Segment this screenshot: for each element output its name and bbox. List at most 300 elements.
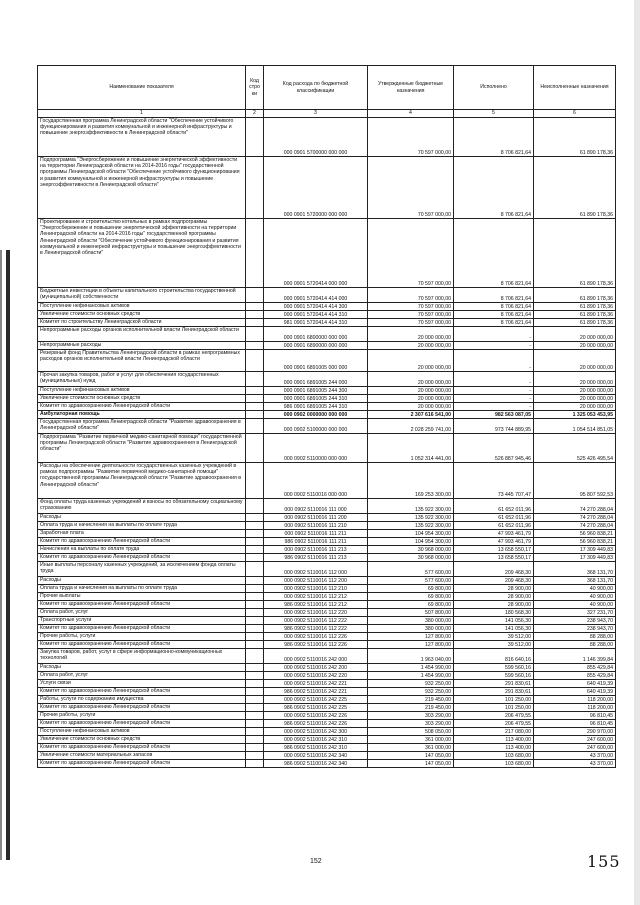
row-line-code xyxy=(246,219,264,288)
row-executed: 28 900,00 xyxy=(454,593,534,601)
table-row xyxy=(38,350,616,372)
row-approved: 69 800,00 xyxy=(368,601,454,609)
row-name: Комитет по здравоохранению Ленинградской области xyxy=(38,554,246,562)
row-budget-code: 986 0901 6891005 244 310 xyxy=(264,403,368,411)
table-row xyxy=(38,704,616,712)
header-indicator-name: Наименование показателя xyxy=(38,66,246,110)
table-row xyxy=(38,633,616,641)
row-unexecuted: 40 900,00 xyxy=(534,593,616,601)
table-row xyxy=(38,696,616,704)
row-unexecuted: 20 000 000,00 xyxy=(534,395,616,403)
row-line-code xyxy=(246,118,264,157)
row-budget-code: 000 0901 6800000 000 000 xyxy=(264,327,368,342)
row-unexecuted: 20 000 000,00 xyxy=(534,342,616,350)
table-row xyxy=(38,387,616,395)
row-budget-code: 000 0902 0000000 000 000 xyxy=(264,411,368,419)
row-budget-code: 000 0902 5110016 242 200 xyxy=(264,664,368,672)
row-unexecuted: 855 429,84 xyxy=(534,664,616,672)
table-row xyxy=(38,680,616,688)
row-approved: 30 968 000,00 xyxy=(368,554,454,562)
table-row xyxy=(38,712,616,720)
table-row xyxy=(38,585,616,593)
row-unexecuted: 40 900,00 xyxy=(534,601,616,609)
row-budget-code: 986 0902 5110016 111 213 xyxy=(264,554,368,562)
row-line-code xyxy=(246,601,264,609)
row-approved: 1 052 314 441,00 xyxy=(368,434,454,463)
row-line-code xyxy=(246,609,264,617)
row-unexecuted: 56 960 838,21 xyxy=(534,538,616,546)
table-row xyxy=(38,546,616,554)
column-number-row xyxy=(38,110,616,118)
row-unexecuted: 43 370,00 xyxy=(534,760,616,768)
row-unexecuted: 1 146 399,84 xyxy=(534,649,616,664)
row-approved: 70 597 000,00 xyxy=(368,219,454,288)
row-unexecuted: 96 810,45 xyxy=(534,712,616,720)
row-budget-code: 986 0902 5110016 112 226 xyxy=(264,641,368,649)
row-name: Комитет по здравоохранению Ленинградской области xyxy=(38,720,246,728)
row-unexecuted: 74 270 288,04 xyxy=(534,514,616,522)
row-name: Прочие выплаты xyxy=(38,593,246,601)
row-approved: 70 597 000,00 xyxy=(368,311,454,319)
row-name: Увеличение стоимости основных средств xyxy=(38,311,246,319)
row-unexecuted: 61 890 178,36 xyxy=(534,157,616,219)
row-line-code xyxy=(246,712,264,720)
row-approved: 70 597 000,00 xyxy=(368,303,454,311)
row-line-code xyxy=(246,419,264,434)
row-executed: 73 445 707,47 xyxy=(454,463,534,499)
row-line-code xyxy=(246,546,264,554)
row-unexecuted: 43 370,00 xyxy=(534,752,616,760)
row-name: Комитет по здравоохранению Ленинградской области xyxy=(38,601,246,609)
row-line-code xyxy=(246,688,264,696)
table-row xyxy=(38,342,616,350)
row-budget-code: 986 0902 5110016 242 221 xyxy=(264,688,368,696)
row-executed: 13 658 550,17 xyxy=(454,554,534,562)
row-executed: 291 830,61 xyxy=(454,688,534,696)
row-line-code xyxy=(246,577,264,585)
row-approved: 932 250,00 xyxy=(368,688,454,696)
table-row xyxy=(38,609,616,617)
row-budget-code: 986 0902 5110016 112 222 xyxy=(264,625,368,633)
table-row xyxy=(38,434,616,463)
table-body xyxy=(38,118,616,768)
row-name: Подпрограмма "Энергосбережение и повышение энергетической эффективности на территории Ленинградской области на 2014-2016 годы" государственной программы Ленинградской области "Обеспечение устойчивого функционирования и развития коммунальной и инженерной инфраструктуры и повышение энергоэффективности в Ленинградской области" xyxy=(38,157,246,219)
row-budget-code: 000 0902 5110016 242 225 xyxy=(264,696,368,704)
row-approved: 577 600,00 xyxy=(368,577,454,585)
table-row xyxy=(38,157,616,219)
row-unexecuted: 56 960 838,21 xyxy=(534,530,616,538)
row-unexecuted: 247 600,00 xyxy=(534,736,616,744)
row-approved: 20 000 000,00 xyxy=(368,403,454,411)
row-line-code xyxy=(246,649,264,664)
row-line-code xyxy=(246,617,264,625)
row-budget-code: 000 0902 5110016 112 210 xyxy=(264,585,368,593)
row-executed: 8 706 821,64 xyxy=(454,118,534,157)
row-unexecuted: 96 810,45 xyxy=(534,720,616,728)
archive-stamp-number: 155 xyxy=(587,852,621,871)
row-approved: 70 597 000,00 xyxy=(368,319,454,327)
row-approved: 169 253 300,00 xyxy=(368,463,454,499)
row-approved: 127 800,00 xyxy=(368,641,454,649)
row-budget-code: 000 0902 5110016 242 000 xyxy=(264,649,368,664)
row-line-code xyxy=(246,696,264,704)
table-row xyxy=(38,593,616,601)
row-unexecuted: 855 429,84 xyxy=(534,672,616,680)
row-line-code xyxy=(246,395,264,403)
row-budget-code: 000 0902 5110016 111 000 xyxy=(264,499,368,514)
row-approved: 20 000 000,00 xyxy=(368,342,454,350)
row-unexecuted: 74 270 288,04 xyxy=(534,522,616,530)
row-budget-code: 000 0902 5110016 242 310 xyxy=(264,736,368,744)
row-approved: 70 597 000,00 xyxy=(368,118,454,157)
row-name: Комитет по здравоохранению Ленинградской области xyxy=(38,538,246,546)
row-executed: 209 468,30 xyxy=(454,577,534,585)
table-row xyxy=(38,403,616,411)
row-approved: 147 050,00 xyxy=(368,760,454,768)
column-number: 5 xyxy=(454,110,534,118)
row-line-code xyxy=(246,641,264,649)
row-line-code xyxy=(246,744,264,752)
row-unexecuted: 118 200,00 xyxy=(534,704,616,712)
row-unexecuted: 61 890 178,36 xyxy=(534,303,616,311)
row-budget-code: 000 0901 5720414 414 300 xyxy=(264,303,368,311)
table-row xyxy=(38,720,616,728)
row-unexecuted: 74 270 288,04 xyxy=(534,499,616,514)
row-unexecuted: 20 000 000,00 xyxy=(534,350,616,372)
row-budget-code: 000 0901 6891005 244 000 xyxy=(264,372,368,387)
row-unexecuted: 525 426 495,54 xyxy=(534,434,616,463)
row-name: Государственная программа Ленинградской области "Развитие здравоохранения в Ленинградской области" xyxy=(38,419,246,434)
row-executed: 47 993 461,79 xyxy=(454,538,534,546)
row-unexecuted: 118 200,00 xyxy=(534,696,616,704)
row-budget-code: 986 0902 5110016 242 340 xyxy=(264,760,368,768)
row-unexecuted: 20 000 000,00 xyxy=(534,327,616,342)
row-approved: 30 968 000,00 xyxy=(368,546,454,554)
row-name: Оплата труда и начисления на выплаты по оплате труда xyxy=(38,585,246,593)
budget-report-table xyxy=(37,65,616,768)
row-line-code xyxy=(246,499,264,514)
table-row xyxy=(38,601,616,609)
row-budget-code: 000 0902 5110016 111 211 xyxy=(264,530,368,538)
row-name: Фонд оплаты труда казенных учреждений и взносы по обязательному социальному страхованию xyxy=(38,499,246,514)
row-budget-code: 000 0902 5110016 000 000 xyxy=(264,463,368,499)
row-approved: 508 050,00 xyxy=(368,728,454,736)
binder-shadow xyxy=(6,250,10,860)
row-budget-code: 000 0901 5720414 414 310 xyxy=(264,311,368,319)
row-name: Иные выплаты персоналу казенных учреждений, за исключением фонда оплаты труда xyxy=(38,562,246,577)
row-executed: - xyxy=(454,387,534,395)
row-budget-code: 986 0902 5110016 111 211 xyxy=(264,538,368,546)
row-line-code xyxy=(246,522,264,530)
row-executed: 61 652 011,96 xyxy=(454,499,534,514)
row-budget-code: 000 0901 5700000 000 000 xyxy=(264,118,368,157)
row-name: Прочие работы, услуги xyxy=(38,633,246,641)
row-unexecuted: 61 890 178,36 xyxy=(534,118,616,157)
table-row xyxy=(38,395,616,403)
row-approved: 219 450,00 xyxy=(368,704,454,712)
row-line-code xyxy=(246,633,264,641)
row-executed: 13 658 550,17 xyxy=(454,546,534,554)
table-row xyxy=(38,617,616,625)
row-unexecuted: 88 288,00 xyxy=(534,633,616,641)
header-approved: Утвержденные бюджетные назначения xyxy=(368,66,454,110)
row-name: Поступление нефинансовых активов xyxy=(38,303,246,311)
row-name: Работы, услуги по содержанию имущества xyxy=(38,696,246,704)
column-number: 3 xyxy=(264,110,368,118)
row-executed: 8 706 821,64 xyxy=(454,319,534,327)
row-unexecuted: 327 231,70 xyxy=(534,609,616,617)
row-budget-code: 000 0901 6890000 000 000 xyxy=(264,342,368,350)
row-budget-code: 000 0901 6891005 000 000 xyxy=(264,350,368,372)
row-line-code xyxy=(246,593,264,601)
row-executed: 103 680,00 xyxy=(454,752,534,760)
row-name: Услуги связи xyxy=(38,680,246,688)
table-row xyxy=(38,664,616,672)
row-unexecuted: 61 890 178,36 xyxy=(534,219,616,288)
row-line-code xyxy=(246,704,264,712)
row-name: Оплата работ, услуг xyxy=(38,672,246,680)
row-executed: 8 706 821,64 xyxy=(454,288,534,303)
table-row xyxy=(38,744,616,752)
row-approved: 303 290,00 xyxy=(368,720,454,728)
table-row xyxy=(38,372,616,387)
row-executed: 39 512,00 xyxy=(454,641,534,649)
row-executed: 217 080,00 xyxy=(454,728,534,736)
row-executed: - xyxy=(454,395,534,403)
row-approved: 2 307 616 541,00 xyxy=(368,411,454,419)
table-row xyxy=(38,463,616,499)
row-approved: 20 000 000,00 xyxy=(368,372,454,387)
row-budget-code: 981 0901 5720414 414 310 xyxy=(264,319,368,327)
row-approved: 577 600,00 xyxy=(368,562,454,577)
row-name: Поступление нефинансовых активов xyxy=(38,728,246,736)
row-approved: 1 963 040,00 xyxy=(368,649,454,664)
row-name: Заработная плата xyxy=(38,530,246,538)
table-row xyxy=(38,499,616,514)
row-name: Прочие работы, услуги xyxy=(38,712,246,720)
table-row xyxy=(38,577,616,585)
row-approved: 135 922 300,00 xyxy=(368,499,454,514)
row-name: Комитет по здравоохранению Ленинградской области xyxy=(38,625,246,633)
row-line-code xyxy=(246,736,264,744)
row-line-code xyxy=(246,554,264,562)
row-executed: 291 830,61 xyxy=(454,680,534,688)
row-executed: 141 056,30 xyxy=(454,625,534,633)
row-name: Расходы xyxy=(38,514,246,522)
row-unexecuted: 17 309 449,83 xyxy=(534,554,616,562)
row-name: Увеличение стоимости материальных запасов xyxy=(38,752,246,760)
row-unexecuted: 238 943,70 xyxy=(534,625,616,633)
row-line-code xyxy=(246,288,264,303)
page-number: 152 xyxy=(310,858,322,865)
row-name: Государственная программа Ленинградской области "Обеспечение устойчивого функционирования и развития коммунальной и инженерной инфраструктуры и повышение энергоэффективности в Ленинградской области" xyxy=(38,118,246,157)
row-budget-code: 000 0902 5110016 242 220 xyxy=(264,672,368,680)
table-row xyxy=(38,649,616,664)
row-name: Проектирование и строительство котельных в рамках подпрограммы "Энергосбережение и повышение энергетической эффективности на территории Ленинградской области на 2014-2016 годы" государственной программы Ленинградской области "Обеспечение устойчивого функционирования и развития коммунальной и инженерной инфраструктуры и повышение энергоэффективности в Ленинградской области" xyxy=(38,219,246,288)
row-budget-code: 000 0901 5720000 000 000 xyxy=(264,157,368,219)
row-unexecuted: 1 325 053 453,95 xyxy=(534,411,616,419)
row-name: Расходы на обеспечение деятельности государственных казенных учреждений в рамках подпрограммы "Развитие первичной медико-санитарной помощи" государственной программы Ленинградской области "Развитие здравоохранения в Ленинградской области" xyxy=(38,463,246,499)
row-name: Увеличение стоимости основных средств xyxy=(38,736,246,744)
row-line-code xyxy=(246,387,264,395)
table-header-row xyxy=(38,66,616,110)
row-executed: - xyxy=(454,372,534,387)
row-line-code xyxy=(246,680,264,688)
table-row xyxy=(38,625,616,633)
row-approved: 20 000 000,00 xyxy=(368,395,454,403)
row-budget-code: 986 0902 5110016 242 310 xyxy=(264,744,368,752)
row-unexecuted: 238 943,70 xyxy=(534,617,616,625)
row-approved: 104 954 300,00 xyxy=(368,530,454,538)
row-executed: 101 250,00 xyxy=(454,696,534,704)
table-row xyxy=(38,752,616,760)
table-row xyxy=(38,319,616,327)
row-approved: 2 028 259 741,00 xyxy=(368,419,454,434)
row-name: Поступление нефинансовых активов xyxy=(38,387,246,395)
table-row xyxy=(38,641,616,649)
row-approved: 20 000 000,00 xyxy=(368,327,454,342)
row-line-code xyxy=(246,434,264,463)
row-line-code xyxy=(246,157,264,219)
row-unexecuted: 61 890 178,36 xyxy=(534,288,616,303)
row-unexecuted: 20 000 000,00 xyxy=(534,387,616,395)
row-line-code xyxy=(246,585,264,593)
row-budget-code: 000 0902 5100000 000 000 xyxy=(264,419,368,434)
row-executed: 209 468,30 xyxy=(454,562,534,577)
table-row xyxy=(38,554,616,562)
row-budget-code: 000 0901 6891005 244 300 xyxy=(264,387,368,395)
row-budget-code: 000 0902 5110016 242 221 xyxy=(264,680,368,688)
row-unexecuted: 368 131,70 xyxy=(534,577,616,585)
row-approved: 147 050,00 xyxy=(368,752,454,760)
row-executed: 599 560,16 xyxy=(454,664,534,672)
row-name: Прочая закупка товаров, работ и услуг для обеспечения государственных (муниципальных) нужд xyxy=(38,372,246,387)
row-name: Непрограммные расходы органов исполнительной власти Ленинградской области xyxy=(38,327,246,342)
page-margin xyxy=(634,0,640,905)
row-name: Подпрограмма "Развитие первичной медико-санитарной помощи" государственной программы Ленинградской области "Развитие здравоохранения в Ленинградской области" xyxy=(38,434,246,463)
row-executed: 113 400,00 xyxy=(454,744,534,752)
row-executed: 28 900,00 xyxy=(454,601,534,609)
row-budget-code: 000 0902 5110016 112 220 xyxy=(264,609,368,617)
row-line-code xyxy=(246,463,264,499)
row-line-code xyxy=(246,411,264,419)
table-row xyxy=(38,419,616,434)
table-row xyxy=(38,219,616,288)
row-line-code xyxy=(246,319,264,327)
column-number: 2 xyxy=(246,110,264,118)
row-executed: 141 056,30 xyxy=(454,617,534,625)
row-executed: 28 900,00 xyxy=(454,585,534,593)
row-executed: 61 652 011,96 xyxy=(454,514,534,522)
table-row xyxy=(38,288,616,303)
row-approved: 20 000 000,00 xyxy=(368,387,454,395)
row-budget-code: 986 0902 5110016 242 225 xyxy=(264,704,368,712)
row-unexecuted: 61 890 178,36 xyxy=(534,319,616,327)
row-executed: 8 706 821,64 xyxy=(454,303,534,311)
row-budget-code: 000 0902 5110016 112 200 xyxy=(264,577,368,585)
row-budget-code: 000 0901 5720414 000 000 xyxy=(264,219,368,288)
header-unexecuted: Неисполненные назначения xyxy=(534,66,616,110)
row-executed: 113 400,00 xyxy=(454,736,534,744)
row-approved: 135 922 300,00 xyxy=(368,514,454,522)
row-approved: 932 250,00 xyxy=(368,680,454,688)
row-executed: 8 706 821,64 xyxy=(454,157,534,219)
row-unexecuted: 88 288,00 xyxy=(534,641,616,649)
row-line-code xyxy=(246,350,264,372)
row-unexecuted: 20 000 000,00 xyxy=(534,403,616,411)
row-budget-code: 000 0902 5110016 111 213 xyxy=(264,546,368,554)
row-line-code xyxy=(246,342,264,350)
table-row xyxy=(38,562,616,577)
row-unexecuted: 368 131,70 xyxy=(534,562,616,577)
row-executed: 599 560,16 xyxy=(454,672,534,680)
row-approved: 380 000,00 xyxy=(368,625,454,633)
row-executed: 39 512,00 xyxy=(454,633,534,641)
row-budget-code: 000 0902 5110016 111 200 xyxy=(264,514,368,522)
row-executed: - xyxy=(454,403,534,411)
row-executed: 8 706 821,64 xyxy=(454,219,534,288)
row-unexecuted: 17 309 449,83 xyxy=(534,546,616,554)
row-budget-code: 000 0902 5110016 242 300 xyxy=(264,728,368,736)
row-budget-code: 000 0901 5720414 414 000 xyxy=(264,288,368,303)
table-row xyxy=(38,327,616,342)
row-executed: 180 568,30 xyxy=(454,609,534,617)
row-line-code xyxy=(246,752,264,760)
column-number: 4 xyxy=(368,110,454,118)
row-name: Непрограммные расходы xyxy=(38,342,246,350)
row-executed: 206 479,55 xyxy=(454,720,534,728)
table-row xyxy=(38,411,616,419)
row-executed: - xyxy=(454,350,534,372)
row-line-code xyxy=(246,664,264,672)
row-budget-code: 000 0902 5110016 112 226 xyxy=(264,633,368,641)
row-name: Оплата труда и начисления на выплаты по оплате труда xyxy=(38,522,246,530)
row-name: Закупка товаров, работ, услуг в сфере информационно-коммуникационных технологий xyxy=(38,649,246,664)
row-approved: 219 450,00 xyxy=(368,696,454,704)
row-executed: 103 680,00 xyxy=(454,760,534,768)
table-row xyxy=(38,514,616,522)
table-row xyxy=(38,728,616,736)
row-approved: 69 800,00 xyxy=(368,593,454,601)
row-executed: 982 563 087,05 xyxy=(454,411,534,419)
row-budget-code: 000 0902 5110016 112 000 xyxy=(264,562,368,577)
row-approved: 1 454 990,00 xyxy=(368,664,454,672)
row-line-code xyxy=(246,672,264,680)
row-budget-code: 986 0902 5110016 112 212 xyxy=(264,601,368,609)
row-approved: 70 597 000,00 xyxy=(368,288,454,303)
table-row xyxy=(38,530,616,538)
row-line-code xyxy=(246,372,264,387)
table-row xyxy=(38,303,616,311)
row-approved: 104 954 300,00 xyxy=(368,538,454,546)
row-approved: 361 000,00 xyxy=(368,744,454,752)
column-number: 1 xyxy=(38,110,246,118)
row-executed: 973 744 889,95 xyxy=(454,419,534,434)
row-executed: - xyxy=(454,327,534,342)
row-budget-code: 000 0902 5110016 112 222 xyxy=(264,617,368,625)
row-approved: 507 800,00 xyxy=(368,609,454,617)
row-unexecuted: 247 600,00 xyxy=(534,744,616,752)
row-budget-code: 000 0902 5110016 242 340 xyxy=(264,752,368,760)
row-unexecuted: 40 900,00 xyxy=(534,585,616,593)
row-line-code xyxy=(246,538,264,546)
row-unexecuted: 20 000 000,00 xyxy=(534,372,616,387)
row-executed: 526 887 945,46 xyxy=(454,434,534,463)
row-executed: 47 993 461,79 xyxy=(454,530,534,538)
column-number: 6 xyxy=(534,110,616,118)
table-row xyxy=(38,118,616,157)
row-line-code xyxy=(246,327,264,342)
